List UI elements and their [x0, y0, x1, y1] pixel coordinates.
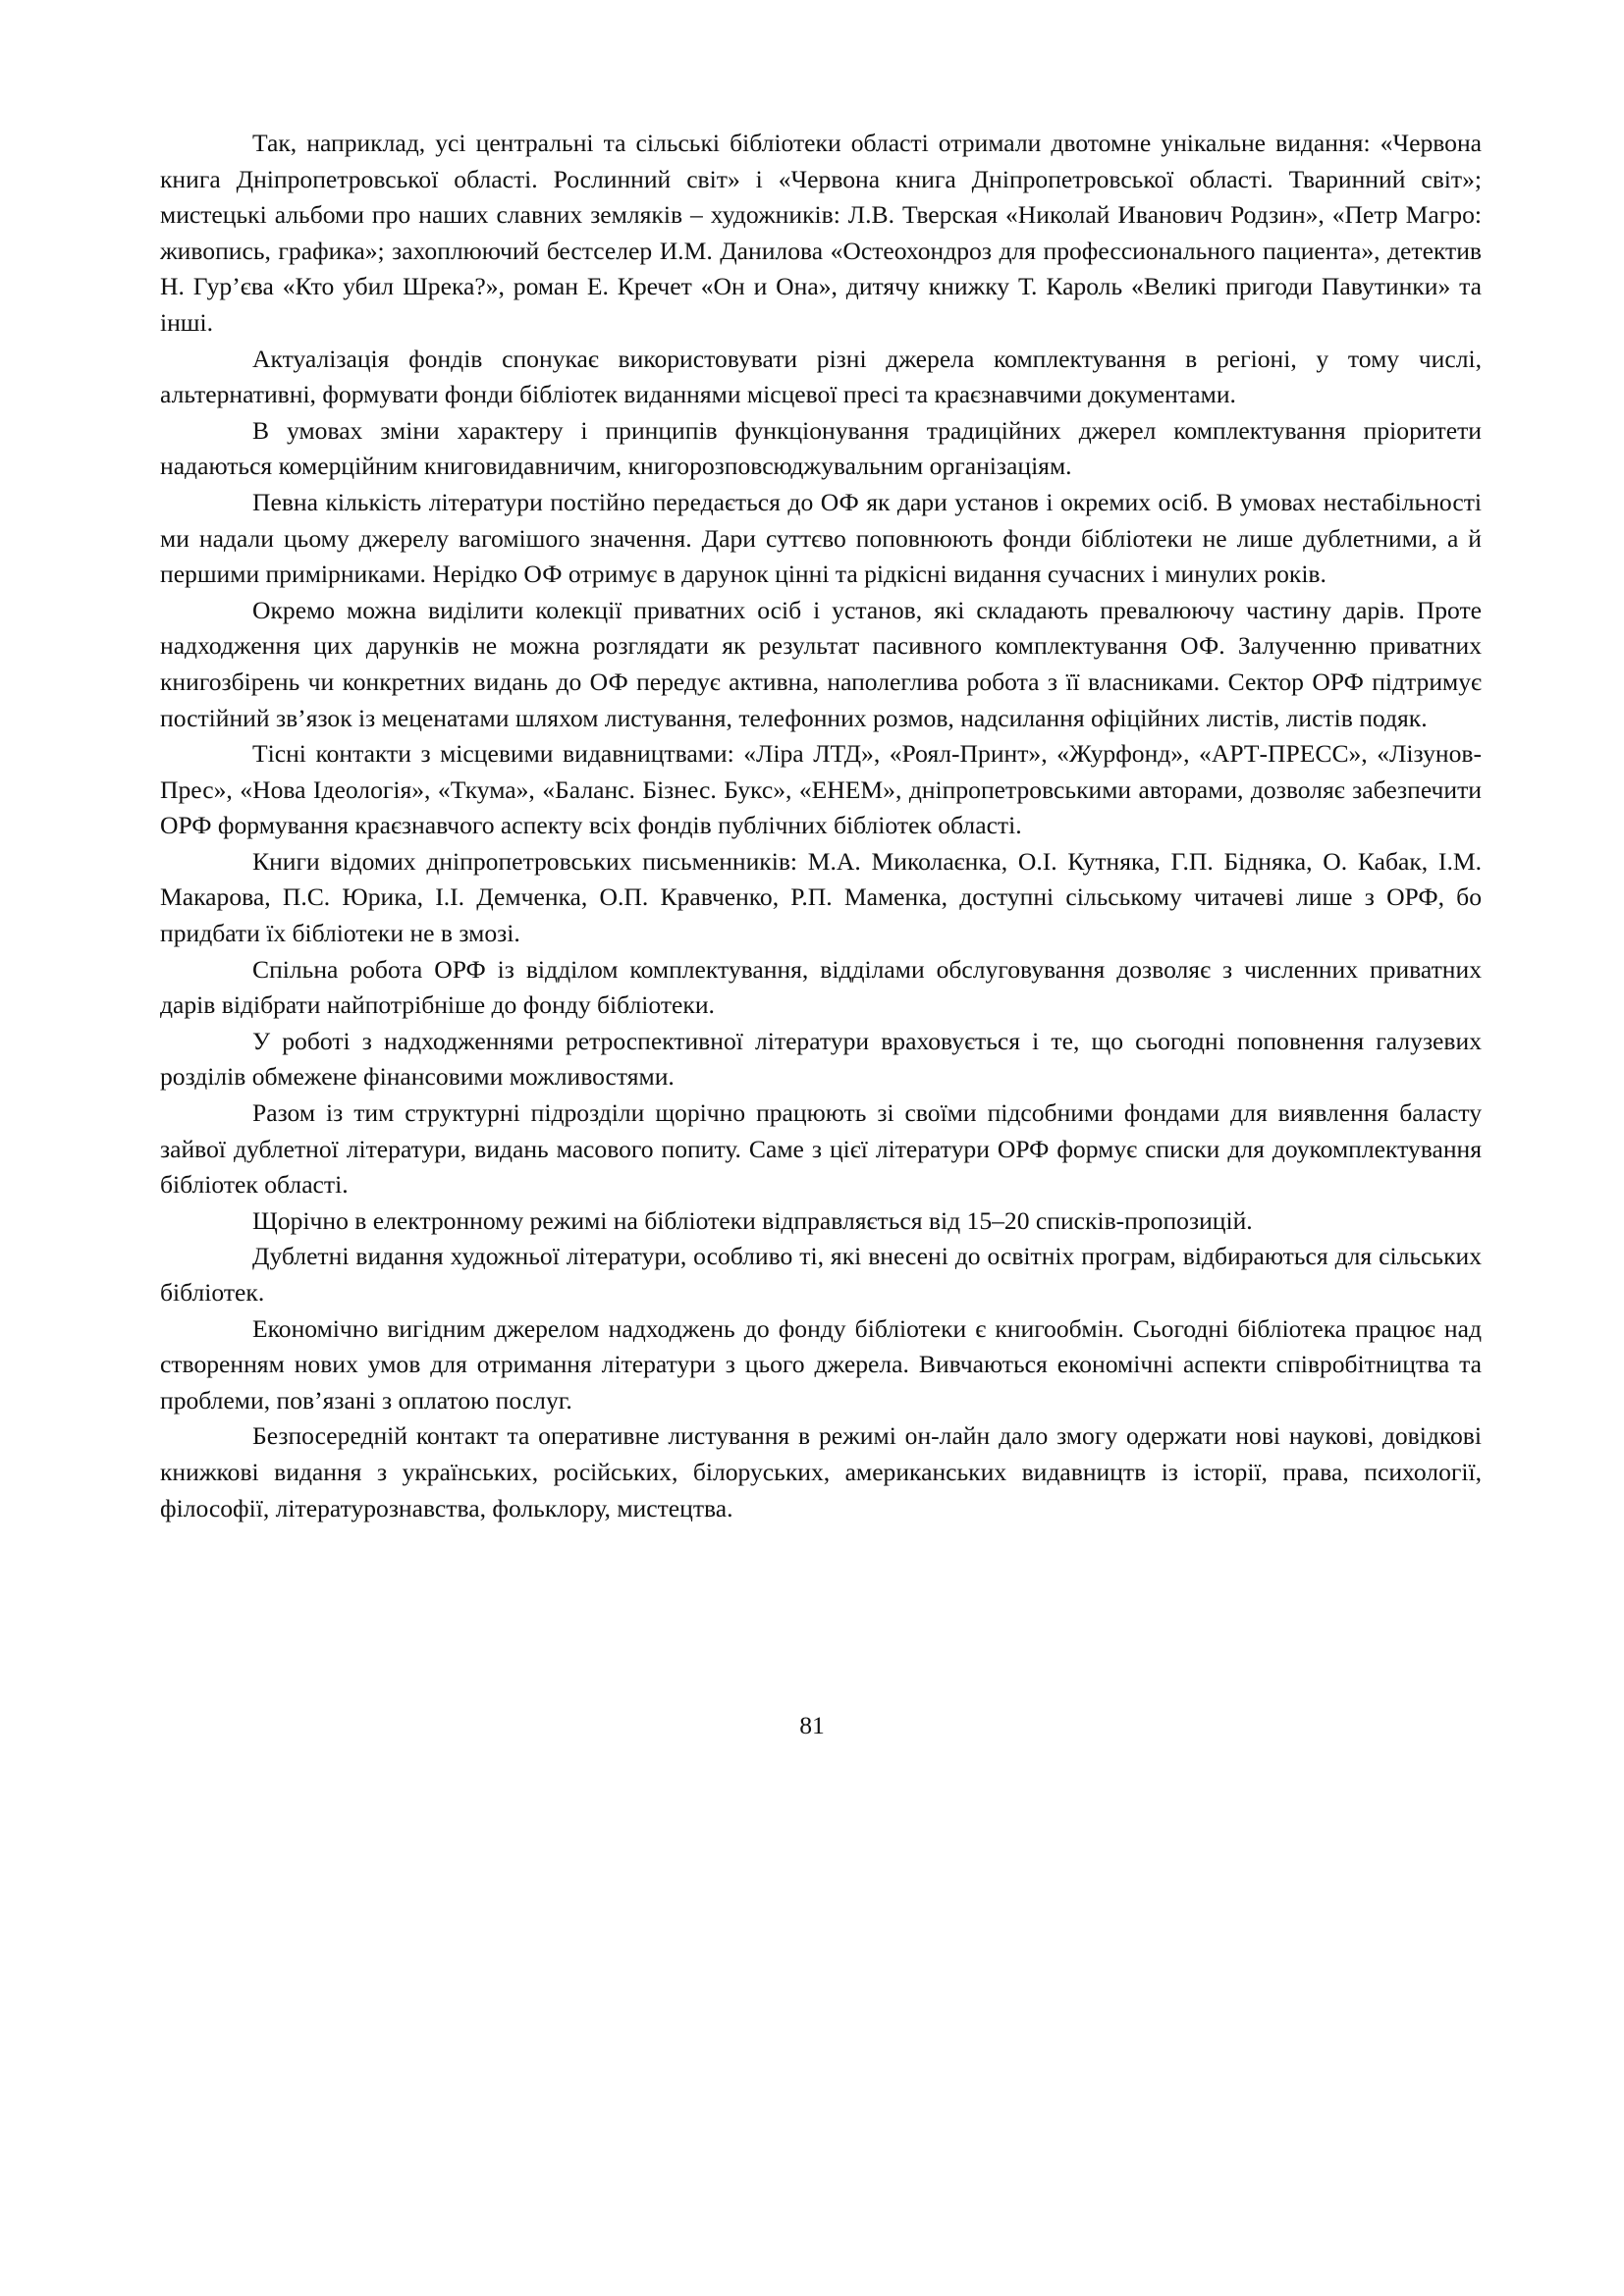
paragraph: Дублетні видання художньої літератури, особливо ті, які внесені до освітніх програм, відбираються для сільських бібліотек. [160, 1242, 1482, 1307]
paragraph: Спільна робота ОРФ із відділом комплектування, відділами обслуговування дозволяє з численних приватних дарів відібрати найпотрібніше до фонду бібліотеки. [160, 954, 1482, 1020]
paragraph: У роботі з надходженнями ретроспективної літератури враховується і те, що сьогодні поповнення галузевих розділів обмежене фінансовими можливостями. [160, 1026, 1482, 1092]
paragraph: В умовах зміни характеру і принципів функціонування традиційних джерел комплектування пріоритети надаються комерційним книговидавничим, книгорозповсюджувальним організаціям. [160, 415, 1482, 481]
paragraph: Економічно вигідним джерелом надходжень до фонду бібліотеки є книгообмін. Сьогодні бібліотека працює над створенням нових умов для отримання літератури з цього джерела. Вивчаються економічні аспекти співробітництва та проблеми, пов’язані з оплатою послуг. [160, 1313, 1482, 1415]
paragraph: Тісні контакти з місцевими видавництвами: «Ліра ЛТД», «Роял-Принт», «Журфонд», «АРТ-ПРЕСС», «Лізунов-Прес», «Нова Ідеологія», «Ткума», «Баланс. Бізнес. Букс», «ЕНЕМ», дніпропетровськими авторами, дозволяє забезпечити ОРФ формування краєзнавчого аспекту всіх фондів публічних бібліотек області. [160, 739, 1482, 840]
paragraph: Актуалізація фондів спонукає використовувати різні джерела комплектування в регіоні, у тому числі, альтернативні, формувати фонди бібліотек виданнями місцевої пресі та краєзнавчими документами. [160, 344, 1482, 409]
paragraph: Безпосередній контакт та оперативне листування в режимі он-лайн дало змогу одержати нові наукові, довідкові книжкові видання з українських, російських, білоруських, американських видавництв із історії, права, психології, філософії, літературознавства, фольклору, мистецтва. [160, 1421, 1482, 1522]
paragraph: Щорічно в електронному режимі на бібліотеки відправляється від 15–20 списків-пропозицій. [252, 1205, 1253, 1235]
paragraph: Так, наприклад, усі центральні та сільські бібліотеки області отримали двотомне унікальне видання: «Червона книга Дніпропетровської області. Рослинний світ» і «Червона книга Дніпропетровської області. Тваринний світ»; мистецькі альбоми про наших славних земляків – художників: Л.В. Тверская «Николай Иванович Родзин», «Петр Магро: живопись, графика»; захоплюючий бестселер И.М. Данилова «Остеохондроз для профессионального пациента», детектив Н. Гур’єва «Кто убил Шрека?», роман Е. Кречет «Он и Она», дитячу книжку Т. Кароль «Великі пригоди Павутинки» та інші. [160, 129, 1482, 337]
paragraph: Окремо можна виділити колекції приватних осіб і установ, які складають превалюючу частину дарів. Проте надходження цих дарунків не можна розглядати як результат пасивного комплектування ОФ. Залученню приватних книгозбірень чи конкретних видань до ОФ передує активна, наполеглива робота з її власниками. Сектор ОРФ підтримує постійний зв’язок із меценатами шляхом листування, телефонних розмов, надсилання офіційних листів, листів подяк. [160, 595, 1482, 732]
page-number: 81 [799, 1711, 825, 1739]
paragraph: Книги відомих дніпропетровських письменників: М.А. Миколаєнка, О.І. Кутняка, Г.П. Бідняка, О. Кабак, І.М. Макарова, П.С. Юрика, І.І. Демченка, О.П. Кравченко, Р.П. Маменка, доступні сільському читачеві лише з ОРФ, бо придбати їх бібліотеки не в змозі. [160, 846, 1482, 948]
page-body [160, 126, 1482, 1526]
paragraph: Разом із тим структурні підрозділи щорічно працюють зі своїми підсобними фондами для виявлення баласту зайвої дублетної літератури, видань масового попиту. Саме з цієї літератури ОРФ формує списки для доукомплектування бібліотек області. [160, 1098, 1482, 1200]
paragraph: Певна кількість літератури постійно передається до ОФ як дари установ і окремих осіб. В умовах нестабільності ми надали цьому джерелу вагомішого значення. Дари суттєво поповнюють фонди бібліотеки не лише дублетними, а й першими примірниками. Нерідко ОФ отримує в дарунок цінні та рідкісні видання сучасних і минулих років. [160, 487, 1482, 589]
